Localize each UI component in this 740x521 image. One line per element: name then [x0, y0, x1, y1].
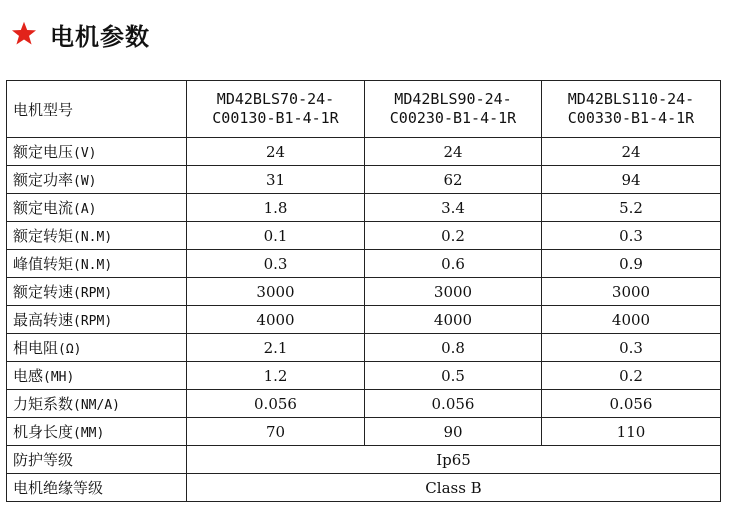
value-cell: 31 — [187, 166, 365, 194]
value-cell: 4000 — [187, 306, 365, 334]
table-header-row — [7, 81, 721, 138]
value-cell: 24 — [542, 138, 721, 166]
row-label: 机身长度(MM) — [7, 418, 187, 446]
value-cell: 24 — [187, 138, 365, 166]
row-label: 力矩系数(NM/A) — [7, 390, 187, 418]
row-label: 额定电压(V) — [7, 138, 187, 166]
row-label: 额定功率(W) — [7, 166, 187, 194]
model-cell-1: MD42BLS70-24- C00130-B1-4-1R — [187, 81, 365, 138]
motor-spec-table — [6, 80, 721, 502]
value-cell: 0.3 — [542, 334, 721, 362]
merged-value-cell: Ip65 — [187, 446, 721, 474]
value-cell: 110 — [542, 418, 721, 446]
value-cell: 0.6 — [365, 250, 542, 278]
value-cell: 0.5 — [365, 362, 542, 390]
value-cell: 90 — [365, 418, 542, 446]
model-cell-3: MD42BLS110-24- C00330-B1-4-1R — [542, 81, 721, 138]
table-row — [7, 362, 721, 390]
value-cell: 0.056 — [187, 390, 365, 418]
value-cell: 1.2 — [187, 362, 365, 390]
value-cell: 1.8 — [187, 194, 365, 222]
value-cell: 4000 — [365, 306, 542, 334]
value-cell: 0.3 — [187, 250, 365, 278]
value-cell: 0.1 — [187, 222, 365, 250]
row-label: 额定电流(A) — [7, 194, 187, 222]
table-row — [7, 418, 721, 446]
value-cell: 70 — [187, 418, 365, 446]
table-row — [7, 250, 721, 278]
value-cell: 2.1 — [187, 334, 365, 362]
value-cell: 94 — [542, 166, 721, 194]
row-label: 相电阻(Ω) — [7, 334, 187, 362]
value-cell: 3000 — [187, 278, 365, 306]
table-row — [7, 278, 721, 306]
value-cell: 0.2 — [365, 222, 542, 250]
value-cell: 0.3 — [542, 222, 721, 250]
value-cell: 62 — [365, 166, 542, 194]
table-row — [7, 334, 721, 362]
row-label: 最高转速(RPM) — [7, 306, 187, 334]
model-header-label: 电机型号 — [7, 81, 187, 138]
row-label: 额定转矩(N.M) — [7, 222, 187, 250]
row-label: 电感(MH) — [7, 362, 187, 390]
value-cell: 0.056 — [542, 390, 721, 418]
table-row — [7, 194, 721, 222]
row-label: 峰值转矩(N.M) — [7, 250, 187, 278]
row-label: 防护等级 — [7, 446, 187, 474]
value-cell: 0.9 — [542, 250, 721, 278]
merged-value-cell: Class B — [187, 474, 721, 502]
value-cell: 3000 — [365, 278, 542, 306]
section-title: 电机参数 — [50, 22, 150, 51]
value-cell: 24 — [365, 138, 542, 166]
table-row — [7, 390, 721, 418]
row-label: 额定转速(RPM) — [7, 278, 187, 306]
row-label: 电机绝缘等级 — [7, 474, 187, 502]
model-cell-2: MD42BLS90-24- C00230-B1-4-1R — [365, 81, 542, 138]
star-icon — [10, 20, 38, 48]
value-cell: 0.2 — [542, 362, 721, 390]
value-cell: 5.2 — [542, 194, 721, 222]
table-row — [7, 166, 721, 194]
value-cell: 3.4 — [365, 194, 542, 222]
table-row — [7, 306, 721, 334]
table-row — [7, 138, 721, 166]
table-row — [7, 222, 721, 250]
value-cell: 4000 — [542, 306, 721, 334]
table-row — [7, 446, 721, 474]
section-header — [10, 14, 150, 54]
table-row — [7, 474, 721, 502]
value-cell: 3000 — [542, 278, 721, 306]
value-cell: 0.056 — [365, 390, 542, 418]
value-cell: 0.8 — [365, 334, 542, 362]
